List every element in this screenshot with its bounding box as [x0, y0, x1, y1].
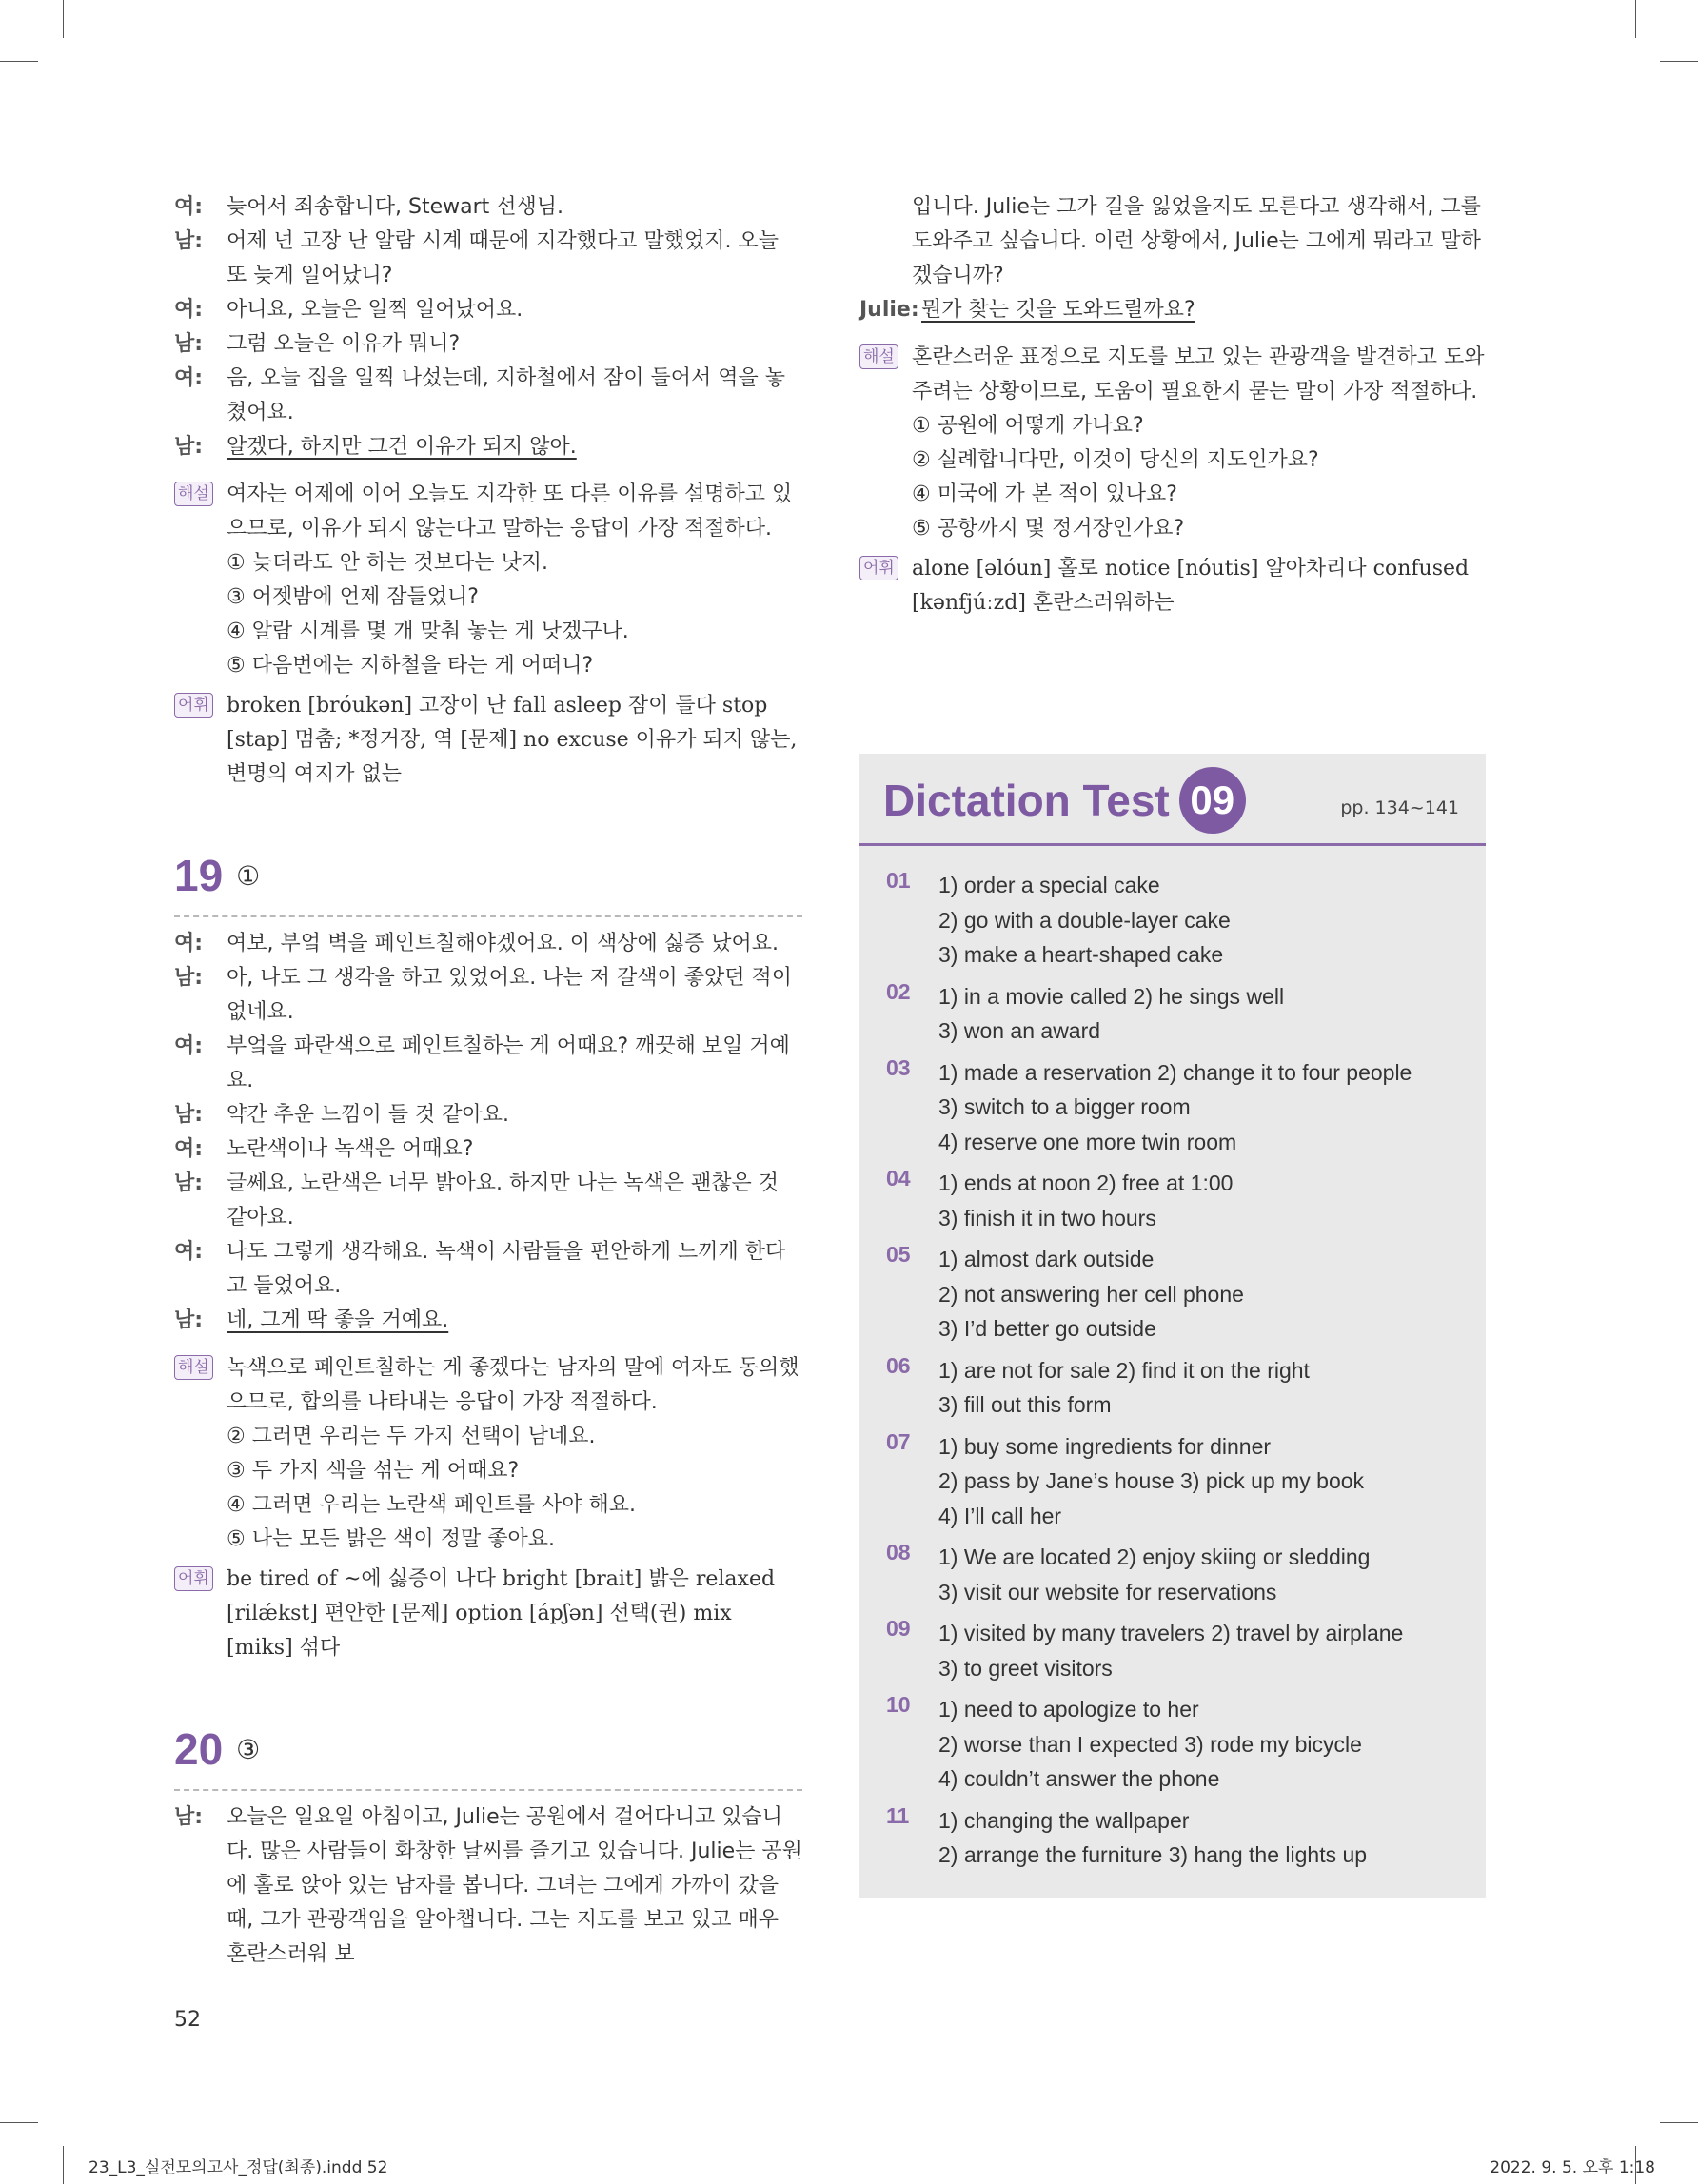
speaker-label: 남: — [174, 332, 204, 356]
dictation-answer-line: 4) I’ll call her — [938, 1503, 1062, 1528]
speaker-label: 여: — [174, 932, 204, 955]
option-line: ⑤ 나는 모든 밝은 색이 정말 좋아요. — [227, 1527, 555, 1551]
vocabulary-text: alone [əlóun] 홀로 notice [nóutis] 알아차리다 confused [kənfjúːzd] 혼란스러워하는 — [912, 557, 1470, 615]
dictation-item-number: 04 — [886, 1166, 911, 1190]
dialogue-line — [174, 327, 802, 362]
vocabulary-text: be tired of ~에 싫증이 나다 bright [brait] 밝은 relaxed [rilǽkst] 편안한 [문제] option [ápʃən] 선택(권) mix [miks] 섞다 — [227, 1567, 776, 1660]
vocabulary-tag: 어휘 — [174, 1566, 213, 1591]
explanation-text: 여자는 어제에 이어 오늘도 지각한 또 다른 이유를 설명하고 있으므로, 이유가 되지 않는다고 말하는 응답이 가장 적절하다. — [227, 482, 793, 541]
option-line: ④ 미국에 가 본 적이 있나요? — [912, 482, 1177, 506]
dictation-test-box — [859, 754, 1486, 1898]
dialogue-line — [174, 362, 802, 430]
speaker-label: 남: — [174, 966, 204, 990]
julie-line — [859, 293, 1488, 327]
dictation-answer-line: 1) are not for sale 2) find it on the right — [938, 1357, 1310, 1383]
dictation-title — [883, 767, 1246, 834]
dictation-answer-line: 2) not answering her cell phone — [938, 1281, 1244, 1307]
dialogue-text: 음, 오늘 집을 일찍 나섰는데, 지하철에서 잠이 들어서 역을 놓쳤어요. — [227, 366, 785, 424]
dialogue-line — [174, 1167, 802, 1235]
explanation-tag: 해설 — [859, 344, 898, 369]
dialogue-text: 늦어서 죄송합니다, Stewart 선생님. — [227, 195, 564, 219]
dialogue-line — [174, 1098, 802, 1132]
option-line: ③ 어젯밤에 언제 잠들었니? — [227, 585, 479, 609]
dictation-answer-line: 1) almost dark outside — [938, 1247, 1155, 1271]
option-line: ② 그러면 우리는 두 가지 선택이 남네요. — [227, 1425, 596, 1448]
dictation-answer-line: 1) buy some ingredients for dinner — [938, 1433, 1272, 1459]
divider — [174, 1789, 802, 1791]
left-column — [174, 190, 802, 1972]
dictation-item — [886, 1803, 1467, 1873]
dictation-answer-line: 1) need to apologize to her — [938, 1697, 1199, 1722]
dictation-answer-line: 1) made a reservation 2) change it to four people — [938, 1059, 1412, 1085]
option-line: ⑤ 다음번에는 지하철을 타는 게 어떠니? — [227, 654, 594, 678]
crop-mark — [0, 61, 38, 62]
answer-text: 뭔가 찾는 것을 도와드릴까요? — [921, 298, 1195, 322]
option-line: ③ 두 가지 색을 섞는 게 어때요? — [227, 1459, 520, 1483]
dictation-item-number: 09 — [886, 1616, 911, 1641]
dictation-answer-line: 3) finish it in two hours — [938, 1205, 1156, 1230]
speaker-label: 남: — [174, 1103, 204, 1127]
answer-text: 네, 그게 딱 좋을 거예요. — [227, 1308, 449, 1332]
speaker-label: 여: — [174, 1137, 204, 1161]
explanation-tag: 해설 — [174, 482, 213, 506]
dictation-answer-line: 3) visit our website for reservations — [938, 1579, 1277, 1604]
crop-mark — [1635, 0, 1636, 38]
option-line: ① 공원에 어떻게 가나요? — [912, 414, 1144, 438]
dictation-item — [886, 1616, 1467, 1685]
speaker-label: 여: — [174, 1240, 204, 1264]
option-line: ⑤ 공항까지 몇 정거장인가요? — [912, 517, 1185, 541]
dialogue-line — [174, 1030, 802, 1098]
speaker-label: 남: — [174, 1805, 204, 1829]
speaker-label: Julie: — [859, 298, 919, 322]
dictation-item-number: 02 — [886, 978, 911, 1004]
dictation-answer-line: 1) changing the wallpaper — [938, 1807, 1190, 1833]
dialogue-line — [174, 225, 802, 293]
dictation-item — [886, 1429, 1467, 1534]
page-number: 52 — [174, 2008, 201, 2032]
dictation-answer-line: 1) in a movie called 2) he sings well — [938, 983, 1285, 1009]
dictation-answer-line: 2) go with a double-layer cake — [938, 907, 1231, 933]
explanation-19 — [174, 1351, 802, 1557]
speaker-label: 남: — [174, 229, 204, 253]
dictation-items — [886, 868, 1467, 1879]
dialogue-18 — [174, 190, 802, 464]
speaker-label: 여: — [174, 1034, 204, 1058]
question-number: 19 — [174, 851, 224, 900]
dictation-answer-line: 3) fill out this form — [938, 1392, 1112, 1417]
file-name: 23_L3_실전모의고사_정답(최종).indd 52 — [89, 2158, 388, 2177]
dictation-title-text: Dictation Test — [883, 776, 1170, 825]
dictation-answer-line: 3) won an award — [938, 1018, 1101, 1043]
vocabulary-20 — [859, 552, 1488, 620]
dialogue-text: 어제 넌 고장 난 알람 시계 때문에 지각했다고 말했었지. 오늘 또 늦게 일어났니? — [227, 229, 779, 287]
dialogue-line — [174, 430, 802, 464]
dictation-answer-line: 3) to greet visitors — [938, 1655, 1113, 1681]
vocabulary-text: broken [bróukən] 고장이 난 fall asleep 잠이 들다 stop [stap] 멈춤; *정거장, 역 [문제] no excuse 이유가 되지 않는, 변명의 여지가 없는 — [227, 694, 798, 786]
dialogue-line — [174, 961, 802, 1030]
question-19-header — [174, 847, 802, 904]
speaker-label: 남: — [174, 1171, 204, 1195]
option-line: ① 늦더라도 안 하는 것보다는 낫지. — [227, 551, 548, 575]
dictation-answer-line: 3) I’d better go outside — [938, 1316, 1156, 1341]
crop-mark — [1660, 2122, 1698, 2123]
dictation-answer-line: 1) order a special cake — [938, 873, 1160, 897]
dialogue-line — [174, 293, 802, 327]
dictation-item — [886, 1540, 1467, 1609]
dialogue-text: 노란색이나 녹색은 어때요? — [227, 1137, 474, 1161]
speaker-label: 여: — [174, 195, 204, 219]
narration-20 — [174, 1800, 802, 1972]
narration-text: 입니다. Julie는 그가 길을 잃었을지도 모른다고 생각해서, 그를 도와주고 싶습니다. 이런 상황에서, Julie는 그에게 뭐라고 말하겠습니까? — [912, 195, 1481, 287]
dialogue-text: 부엌을 파란색으로 페인트칠하는 게 어때요? 깨끗해 보일 거예요. — [227, 1034, 790, 1092]
vocabulary-tag: 어휘 — [859, 556, 898, 580]
dictation-answer-line: 4) reserve one more twin room — [938, 1129, 1237, 1154]
crop-mark — [63, 0, 64, 38]
dictation-answer-line: 2) worse than I expected 3) rode my bicycle — [938, 1731, 1362, 1757]
speaker-label: 남: — [174, 435, 204, 459]
dictation-item — [886, 1692, 1467, 1797]
right-column — [859, 190, 1488, 620]
answer-mark: ③ — [236, 1733, 261, 1765]
dictation-number-badge: 09 — [1179, 767, 1246, 834]
option-line: ④ 알람 시계를 몇 개 맞춰 놓는 게 낫겠구나. — [227, 620, 629, 643]
explanation-20 — [859, 341, 1488, 546]
explanation-text: 녹색으로 페인트칠하는 게 좋겠다는 남자의 말에 여자도 동의했으므로, 합의를 나타내는 응답이 가장 적절하다. — [227, 1356, 800, 1414]
dialogue-text: 그럼 오늘은 이유가 뭐니? — [227, 332, 461, 356]
answer-text: 알겠다, 하지만 그건 이유가 되지 않아. — [227, 435, 577, 459]
dictation-item — [886, 1242, 1467, 1347]
dictation-item — [886, 1166, 1467, 1235]
speaker-label: 남: — [174, 1308, 204, 1332]
vocabulary-18 — [174, 689, 802, 792]
dialogue-text: 아, 나도 그 생각을 하고 있었어요. 나는 저 갈색이 좋았던 적이 없네요. — [227, 966, 792, 1024]
dialogue-text: 여보, 부엌 벽을 페인트칠해야겠어요. 이 색상에 싫증 났어요. — [227, 932, 779, 955]
dictation-answer-line: 2) pass by Jane’s house 3) pick up my book — [938, 1468, 1365, 1493]
dictation-answer-line: 3) switch to a bigger room — [938, 1094, 1191, 1119]
dialogue-19 — [174, 927, 802, 1338]
question-number: 20 — [174, 1724, 224, 1774]
vocabulary-tag: 어휘 — [174, 693, 213, 718]
speaker-label: 여: — [174, 298, 204, 322]
dictation-item-number: 10 — [886, 1692, 911, 1717]
dictation-item-number: 08 — [886, 1540, 911, 1564]
print-date: 2022. 9. 5. 오후 1:18 — [1490, 2158, 1655, 2177]
narration-text: 오늘은 일요일 아침이고, Julie는 공원에서 걸어다니고 있습니다. 많은 사람들이 화창한 날씨를 즐기고 있습니다. Julie는 공원에 홀로 앉아 있는 남자를 봅니다. 그녀는 그에게 가까이 갔을 때, 그가 관광객임을 알아챕니다. 그는 지도를 보고 있고 매우 혼란스러워 보 — [227, 1805, 802, 1966]
dictation-item — [886, 1055, 1467, 1160]
dictation-item-number: 11 — [886, 1802, 910, 1828]
crop-mark — [0, 2122, 38, 2123]
dialogue-text: 약간 추운 느낌이 들 것 같아요. — [227, 1103, 509, 1127]
dialogue-text: 글쎄요, 노란색은 너무 밝아요. 하지만 나는 녹색은 괜찮은 것 같아요. — [227, 1171, 779, 1230]
dialogue-line — [174, 1132, 802, 1167]
dialogue-text: 아니요, 오늘은 일찍 일어났어요. — [227, 298, 523, 322]
dictation-item-number: 05 — [886, 1242, 911, 1267]
question-20-header — [174, 1721, 802, 1778]
dictation-answer-line: 1) visited by many travelers 2) travel by airplane — [938, 1621, 1404, 1645]
dialogue-line — [174, 190, 802, 225]
explanation-tag: 해설 — [174, 1355, 213, 1380]
dictation-answer-line: 1) ends at noon 2) free at 1:00 — [938, 1171, 1234, 1195]
dictation-item-number: 03 — [886, 1054, 911, 1080]
crop-mark — [1660, 61, 1698, 62]
title-rule — [859, 843, 1486, 846]
dictation-item — [886, 979, 1467, 1049]
dictation-item — [886, 868, 1467, 973]
divider — [174, 915, 802, 917]
dialogue-text: 나도 그렇게 생각해요. 녹색이 사람들을 편안하게 느끼게 한다고 들었어요. — [227, 1240, 786, 1298]
dictation-answer-line: 2) arrange the furniture 3) hang the lights up — [938, 1842, 1368, 1867]
dictation-answer-line: 1) We are located 2) enjoy skiing or sledding — [938, 1545, 1371, 1569]
crop-mark — [63, 2146, 64, 2184]
dialogue-line — [174, 1304, 802, 1338]
dialogue-line — [174, 1235, 802, 1304]
option-line: ④ 그러면 우리는 노란색 페인트를 사야 해요. — [227, 1493, 636, 1517]
answer-mark: ① — [236, 859, 261, 892]
dictation-answer-line: 3) make a heart-shaped cake — [938, 942, 1224, 967]
vocabulary-19 — [174, 1563, 802, 1665]
dictation-item — [886, 1353, 1467, 1423]
dictation-item-number: 06 — [886, 1352, 911, 1378]
dictation-item-number: 07 — [886, 1428, 911, 1454]
speaker-label: 여: — [174, 366, 204, 390]
page-range: pp. 134~141 — [1340, 797, 1459, 818]
explanation-text: 혼란스러운 표정으로 지도를 보고 있는 관광객을 발견하고 도와주려는 상황이므로, 도움이 필요한지 묻는 말이 가장 적절하다. — [912, 345, 1485, 403]
dictation-answer-line: 4) couldn’t answer the phone — [938, 1766, 1220, 1791]
dialogue-line — [174, 927, 802, 961]
explanation-18 — [174, 478, 802, 683]
dictation-item-number: 01 — [886, 868, 911, 893]
option-line: ② 실례합니다만, 이것이 당신의 지도인가요? — [912, 448, 1319, 472]
narration-continued — [859, 190, 1488, 293]
